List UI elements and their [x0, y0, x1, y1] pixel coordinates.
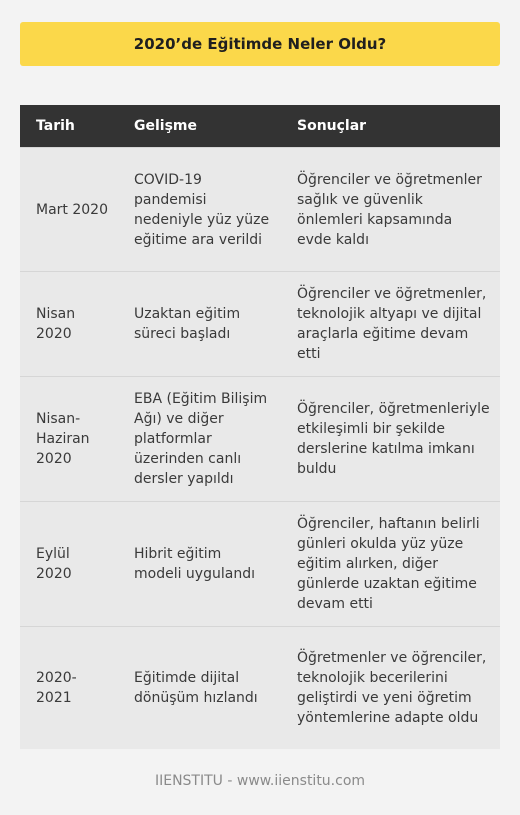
- development-cell: Eğitimde dijital dönüşüm hızlandı: [118, 627, 281, 750]
- development-cell: Hibrit eğitim modeli uygulandı: [118, 502, 281, 627]
- development-cell: COVID-19 pandemisi nedeniyle yüz yüze eğitime ara verildi: [118, 148, 281, 272]
- result-cell: Öğrenciler ve öğretmenler, teknolojik altyapı ve dijital araçlarla eğitime devam etti: [281, 272, 500, 377]
- date-cell: Nisan-Haziran 2020: [20, 377, 118, 502]
- development-cell: Uzaktan eğitim süreci başladı: [118, 272, 281, 377]
- result-cell: Öğrenciler ve öğretmenler sağlık ve güvenlik önlemleri kapsamında evde kaldı: [281, 148, 500, 272]
- result-cell: Öğrenciler, haftanın belirli günleri okulda yüz yüze eğitim alırken, diğer günlerde uzaktan eğitime devam etti: [281, 502, 500, 627]
- table-row: [20, 377, 500, 502]
- date-cell: Eylül 2020: [20, 502, 118, 627]
- result-cell: Öğrenciler, öğretmenleriyle etkileşimli bir şekilde derslerine katılma imkanı buldu: [281, 377, 500, 502]
- table-row: [20, 272, 500, 377]
- result-cell: Öğretmenler ve öğrenciler, teknolojik becerilerini geliştirdi ve yeni öğretim yöntemlerine adapte oldu: [281, 627, 500, 750]
- footer-credit: IIENSTITU - www.iienstitu.com: [154, 773, 366, 789]
- column-header-results: Sonuçlar: [281, 105, 500, 148]
- table-row: [20, 148, 500, 272]
- page-title: 2020’de Eğitimde Neler Oldu?: [20, 22, 500, 66]
- date-cell: 2020-2021: [20, 627, 118, 750]
- table-row: [20, 627, 500, 750]
- table-header-row: [20, 105, 500, 148]
- date-cell: Nisan 2020: [20, 272, 118, 377]
- column-header-date: Tarih: [20, 105, 118, 148]
- column-header-development: Gelişme: [118, 105, 281, 148]
- development-cell: EBA (Eğitim Bilişim Ağı) ve diğer platformlar üzerinden canlı dersler yapıldı: [118, 377, 281, 502]
- table-row: [20, 502, 500, 627]
- timeline-table: [20, 105, 500, 749]
- date-cell: Mart 2020: [20, 148, 118, 272]
